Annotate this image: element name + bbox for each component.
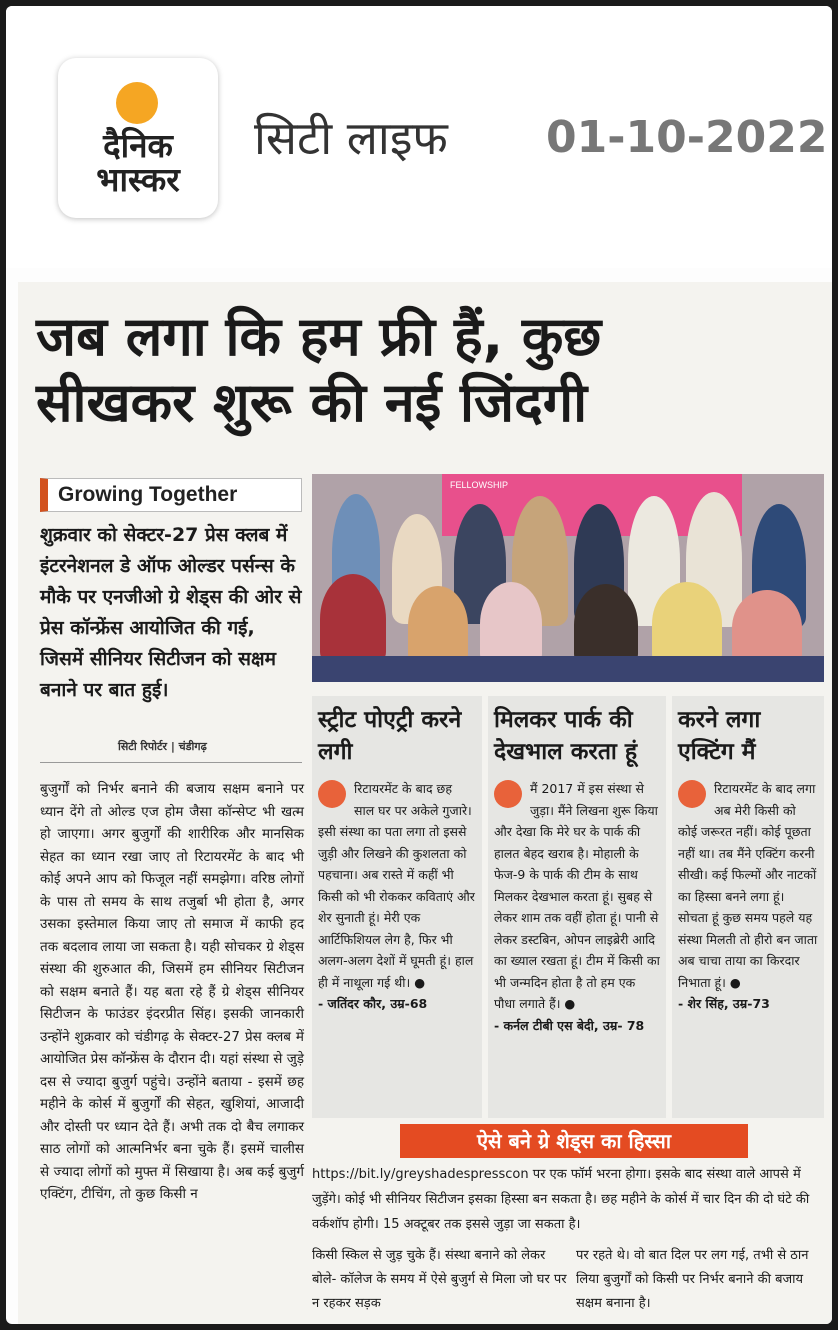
- story-text-content: रिटायरमेंट के बाद छह साल घर पर अकेले गुजारे। इसी संस्था का पता लगा तो इससे जुड़ी और लिखने की कुशलता को पहचाना। अब रास्ते में कहीं भी किसी को भी रोककर कविताएं और शेर सुनाती हूं। मेरी एक आर्टिफिशियल लेग है, फिर भी अलग-अलग देशों में घूमती हूं। हाल ही में नाथूला गई थी। ●: [318, 781, 475, 990]
- article-viewer: [6, 6, 832, 1324]
- headline-line1: जब लगा कि हम फ्री हैं, कुछ: [36, 305, 602, 368]
- group-photo: [312, 474, 824, 682]
- story-text-content: रिटायरमेंट के बाद लगा अब मेरी किसी को कोई जरूरत नहीं। कोई पूछता नहीं था। तब मैंने एक्टिंग करनी सीखी। कई फिल्मों और नाटकों का हिस्सा बनने लगा हूं। सोचता हूं कुछ समय पहले यह संस्था मिलती तो हीरो बन जाता अब चाचा ताया का किरदार निभाता हूं। ●: [678, 781, 818, 990]
- section-tag: Growing Together: [40, 478, 302, 512]
- newspaper-header: [6, 6, 832, 268]
- story-column-3: [672, 696, 824, 1118]
- person-figure: [574, 584, 638, 666]
- story-title: स्ट्रीट पोएट्री करने लगी: [318, 707, 462, 765]
- bottom-text-right: पर रहते थे। वो बात दिल पर लग गई, तभी से ठान लिया बुजुर्गों को किसी पर निर्भर बनाने की बजाय सक्षम बनाना है।: [576, 1248, 809, 1311]
- person-figure: [320, 574, 386, 664]
- person-figure: [480, 582, 542, 666]
- story-text-content: मैं 2017 में इस संस्था से जुड़ा। मैंने लिखना शुरू किया और देखा कि मेरे घर के पार्क की हालत बेहद खराब है। मोहाली के फेज-9 के पार्क की टीम के साथ मिलकर देखभाल करता हूं। सुबह से लेकर शाम तक वहीं होता हूं। पानी से लेकर डस्टबिन, ओपन लाइब्रेरी आदि का ख्याल रखता हूं। टीम में किसी का भी जन्मदिन होता है तो हम एक पौधा लगाते हैं। ●: [494, 781, 660, 1011]
- bullet-dot-icon: [678, 780, 706, 808]
- bottom-text-left: किसी स्किल से जुड़ चुके हैं। संस्था बनाने को लेकर बोले- कॉलेज के समय में ऐसे बुजुर्ग से मिला जो घर पर न रहकर सड़क: [312, 1248, 567, 1311]
- table: [312, 656, 824, 682]
- story-column-1: [312, 696, 482, 1118]
- story-column-2: [488, 696, 666, 1118]
- bullet-dot-icon: [318, 780, 346, 808]
- story-signature: - शेर सिंह, उम्र-73: [678, 996, 770, 1011]
- section-name: सिटी लाइफ: [254, 111, 448, 165]
- article-body: बुजुर्गों को निर्भर बनाने की बजाय सक्षम बनाने पर ध्यान देंगे तो ओल्ड एज होम जैसा कॉन्सेप्ट भी खत्म हो जाएगा। अगर बुजुर्गों की शारीरिक और मानसिक सेहत का ध्यान रखा जाए तो रिटायरमेंट के बाद भी कोई अपने आप को फिजूल नहीं समझेगा। वरिष्ठ लोगों के पास तो समय के साथ तजुर्बा भी होता है, अगर उसका इस्तेमाल किया जाए तो समाज में काफी हद तक बदलाव लाया जा सकता है। यही सोचकर ग्रे शेड्स संस्था की शुरुआत की, जिसमें हम सीनियर सिटीजन को सक्षम बनाते हैं। यह बता रहे हैं ग्रे शेड्स सीनियर सिटीजन के फाउंडर इंदरप्रीत सिंह। इसकी जानकारी उन्होंने शुक्रवार को चंडीगढ़ के सेक्टर-27 प्रेस क्लब में आयोजित प्रेस कॉन्फ्रेंस के दौरान दी। यहां संस्था से जुड़े दस से ज्यादा बुजुर्ग पहुंचे। उन्होंने बताया - इसमें छह महीने के कोर्स में बुजुर्गों की सेहत, खुशियां, आजादी और दोस्ती पर ध्यान देते हैं। अभी तक दो बैच लगाकर साठ लोगों को आत्मनिर्भर बना चुके हैं। इसमें चालीस से ज्यादा लोगों को मुफ्त में सिखाया है। अब कई बुजुर्ग एक्टिंग, टीचिंग, तो कुछ किसी न: [40, 781, 304, 1202]
- cta-heading: ऐसे बने ग्रे शेड्स का हिस्सा: [400, 1124, 748, 1158]
- person-figure: [408, 586, 468, 666]
- article-headline: [36, 304, 826, 436]
- article-intro: शुक्रवार को सेक्टर-27 प्रेस क्लब में इंटरनेशनल डे ऑफ ओल्डर पर्सन्स के मौके पर एनजीओ ग्रे शेड्स की ओर से प्रेस कॉन्फ्रेंस आयोजित की गई, जिसमें सीनियर सिटीजन को सक्षम बनाने पर बात हुई।: [40, 524, 302, 701]
- person-figure: [732, 590, 802, 666]
- divider: [40, 762, 302, 763]
- logo-line2: भास्कर: [96, 160, 180, 199]
- story-text: [488, 768, 666, 1015]
- cta-text: https://bit.ly/greyshadespresscon पर एक फॉर्म भरना होगा। इसके बाद संस्था वाले आपसे में जुड़ेंगे। कोई भी सीनियर सिटीजन इसका हिस्सा बन सकता है। छह महीने के कोर्स में चार दिन की दो घंटे की वर्कशॉप होगी। 15 अक्टूबर तक इससे जुड़ा जा सकता है।: [312, 1167, 810, 1232]
- dainik-bhaskar-logo[interactable]: [58, 58, 218, 218]
- newspaper-clipping: [18, 282, 832, 1324]
- story-title: करने लगा एक्टिंग मैं: [678, 707, 761, 765]
- byline: सिटी रिपोर्टर | चंडीगढ़: [118, 740, 207, 753]
- bullet-dot-icon: [494, 780, 522, 808]
- headline-line2: सीखकर शुरू की नई जिंदगी: [36, 371, 588, 434]
- story-signature: - जतिंदर कौर, उम्र-68: [318, 996, 428, 1011]
- story-title: मिलकर पार्क की देखभाल करता हूं: [494, 707, 638, 765]
- edition-date: 01-10-2022: [546, 112, 828, 163]
- story-signature: - कर्नल टीबी एस बेदी, उम्र- 78: [494, 1017, 645, 1033]
- story-text: [312, 768, 482, 993]
- story-text: [672, 768, 824, 993]
- person-figure: [652, 582, 722, 666]
- sun-icon: [116, 82, 158, 124]
- logo-line1: दैनिक: [103, 126, 173, 165]
- photo-banner-text: FELLOWSHIP: [450, 480, 509, 490]
